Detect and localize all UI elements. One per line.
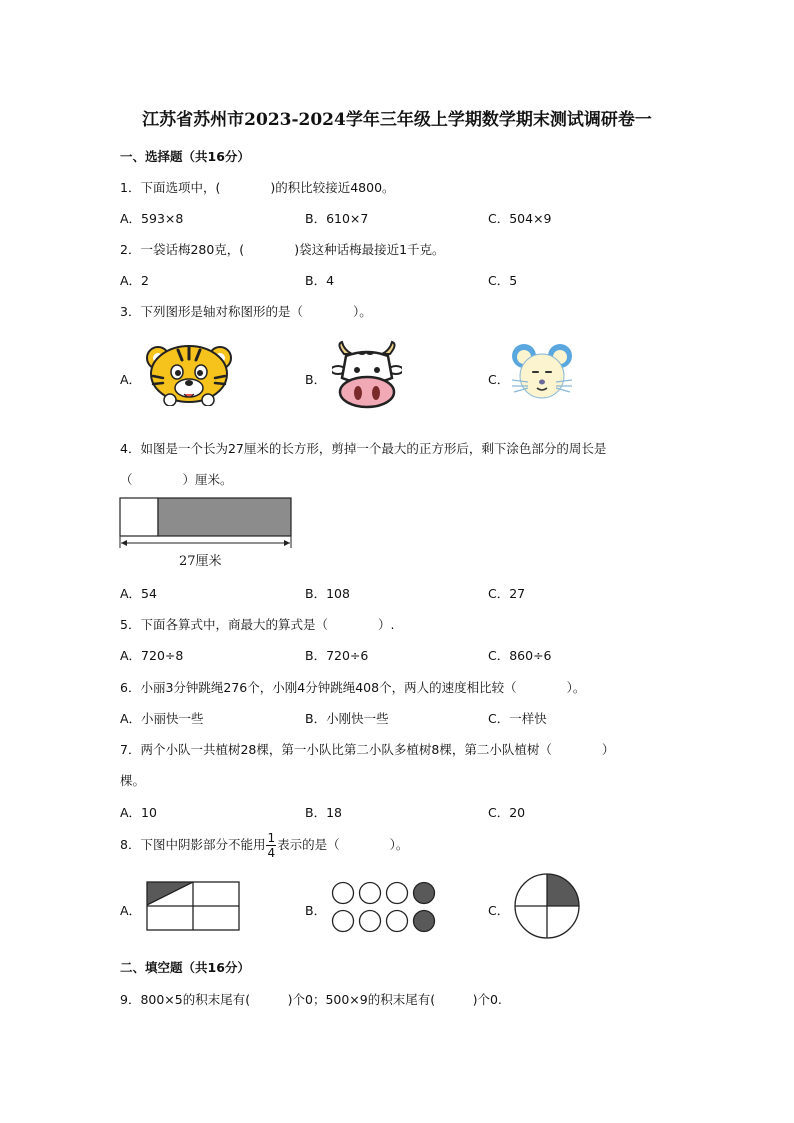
question-9: 9．800×5的积末尾有( )个0；500×9的积末尾有( )个0.	[120, 992, 502, 1007]
page-title: 江苏省苏州市2023-2024学年三年级上学期数学期末测试调研卷一	[142, 110, 652, 130]
q3-option-b[interactable]: B．	[305, 372, 327, 387]
q4-option-a[interactable]: A．54	[120, 586, 157, 601]
q1-option-c[interactable]: C．504×9	[488, 211, 552, 226]
tiger-face-image	[144, 342, 234, 406]
figure-b-circles	[331, 880, 439, 934]
q1-option-b[interactable]: B．610×7	[305, 211, 369, 226]
question-2: 2．一袋话梅280克，( )袋这种话梅最接近1千克。	[120, 242, 445, 257]
q3-option-c[interactable]: C．	[488, 372, 510, 387]
shaded-rectangle	[158, 498, 291, 536]
rectangle-diagram	[118, 496, 296, 552]
q6-option-a[interactable]: A．小丽快一些	[120, 711, 204, 726]
q7-option-b[interactable]: B．18	[305, 805, 342, 820]
arrow-right-icon	[284, 540, 290, 546]
q3-option-a[interactable]: A．	[120, 372, 142, 387]
question-7-line2: 棵。	[120, 773, 146, 788]
q1-option-a[interactable]: A．593×8	[120, 211, 184, 226]
figure-c-pie	[512, 871, 582, 941]
question-1: 1．下面选项中，( )的积比较接近4800。	[120, 180, 395, 195]
q4-option-b[interactable]: B．108	[305, 586, 350, 601]
fraction-denominator: 4	[267, 846, 276, 860]
q2-option-c[interactable]: C．5	[488, 273, 518, 288]
q8-option-b[interactable]: B．	[305, 903, 327, 918]
q8-option-c[interactable]: C．	[488, 903, 510, 918]
cow-face-image	[332, 340, 402, 410]
q8-option-a[interactable]: A．	[120, 903, 142, 918]
figure-a-grid	[145, 880, 241, 934]
q5-option-c[interactable]: C．860÷6	[488, 648, 552, 663]
q5-option-a[interactable]: A．720÷8	[120, 648, 184, 663]
fraction-one-quarter	[266, 832, 276, 859]
q6-option-b[interactable]: B．小刚快一些	[305, 711, 389, 726]
question-7-line1: 7．两个小队一共植树28棵，第一小队比第二小队多植树8棵，第二小队植树（ ）	[120, 742, 615, 757]
question-8-post: 表示的是（ ）。	[277, 837, 409, 852]
section-heading-choice: 一、选择题（共16分）	[120, 149, 250, 164]
q7-option-a[interactable]: A．10	[120, 805, 157, 820]
question-5: 5．下面各算式中，商最大的算式是（ ）.	[120, 617, 395, 632]
q7-option-c[interactable]: C．20	[488, 805, 526, 820]
cut-square	[120, 498, 158, 536]
mouse-face-image	[510, 342, 574, 404]
dimension-label: 27厘米	[179, 554, 222, 569]
q4-option-c[interactable]: C．27	[488, 586, 526, 601]
question-4-line2: （ ）厘米。	[120, 472, 233, 487]
q6-option-c[interactable]: C．一样快	[488, 711, 547, 726]
question-8-pre: 8．下图中阴影部分不能用	[120, 837, 266, 852]
q5-option-b[interactable]: B．720÷6	[305, 648, 369, 663]
question-3: 3．下列图形是轴对称图形的是（ ）。	[120, 304, 372, 319]
question-4-line1: 4．如图是一个长为27厘米的长方形，剪掉一个最大的正方形后，剩下涂色部分的周长是	[120, 441, 607, 456]
fraction-numerator: 1	[267, 831, 276, 845]
question-8	[120, 828, 408, 862]
question-6: 6．小丽3分钟跳绳276个，小刚4分钟跳绳408个，两人的速度相比较（ ）。	[120, 680, 586, 695]
q2-option-a[interactable]: A．2	[120, 273, 150, 288]
q2-option-b[interactable]: B．4	[305, 273, 335, 288]
section-heading-fill: 二、填空题（共16分）	[120, 960, 250, 975]
arrow-left-icon	[121, 540, 127, 546]
